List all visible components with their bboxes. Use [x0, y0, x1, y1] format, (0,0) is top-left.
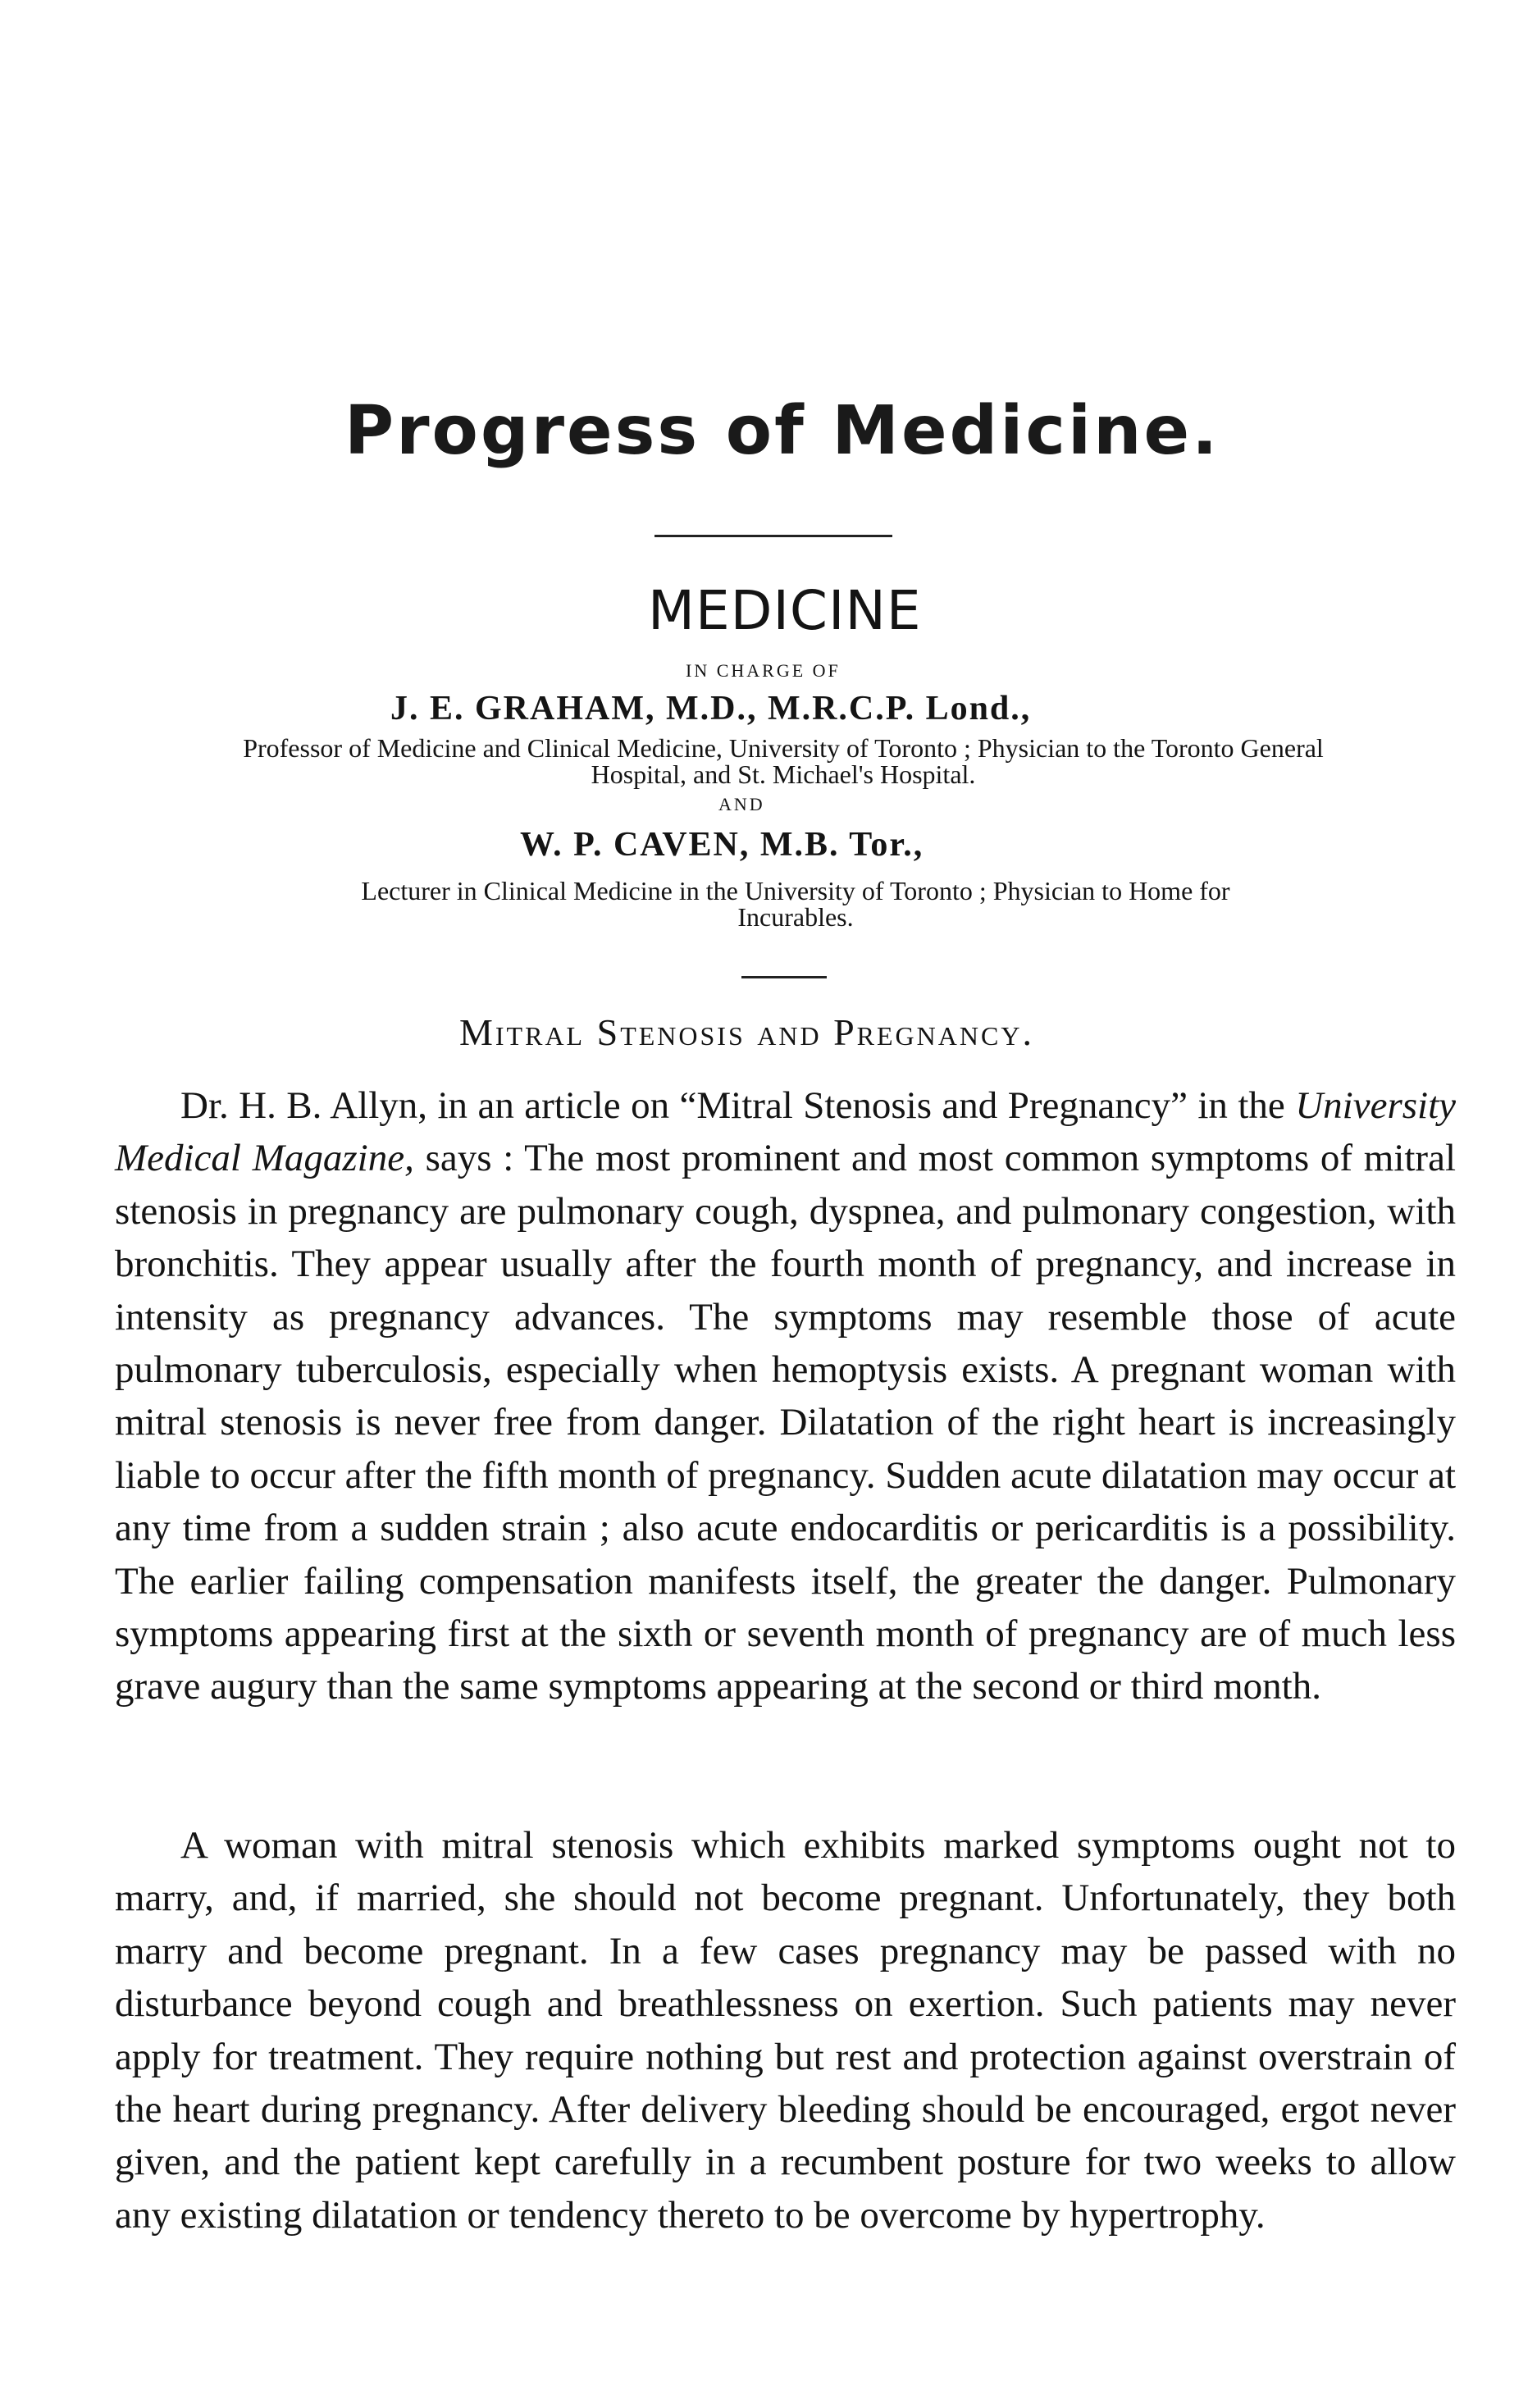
editor-credentials-caven: Lecturer in Clinical Medicine in the University of Toronto ; Physician to Home for Incurables. — [361, 876, 1230, 932]
paragraph-1-lead: Dr. H. B. Allyn, in an article on “Mitral Stenosis and Pregnancy” in the — [180, 1084, 1285, 1127]
article-paragraph-1 — [115, 1079, 1456, 1713]
in-charge-label: IN CHARGE OF — [686, 660, 841, 681]
editor-name-graham: J. E. GRAHAM, M.D., M.R.C.P. Lond., — [390, 690, 1032, 727]
article-title: Mitral Stenosis and Pregnancy. — [459, 1011, 1034, 1053]
title-divider — [654, 535, 892, 537]
article-paragraph-2 — [115, 1819, 1456, 2242]
section-title: MEDICINE — [648, 579, 922, 642]
section-divider — [741, 976, 827, 978]
editor-credentials-graham: Professor of Medicine and Clinical Medicine, University of Toronto ; Physician to the Toronto General Hospital, and St. Michael's Hospital. — [243, 733, 1324, 789]
journal-title: Progress of Medicine. — [344, 392, 1220, 470]
cited-journal: University Medical Magazine, — [115, 1084, 1456, 1180]
editor-name-caven: W. P. CAVEN, M.B. Tor., — [520, 826, 924, 864]
paragraph-2-body: A woman with mitral stenosis which exhibits marked symptoms ought not to marry, and, if married, she should not become pregnant. Unfortunately, they both marry and become pregnant. In a few cases pregnancy may be passed with no disturbance beyond cough and breathlessness on exertion. Such patients may never apply for treatment. They require nothing but rest and protection against overstrain of the heart during pregnancy. After delivery bleeding should be encouraged, ergot never given, and the patient kept carefully in a recumbent posture for two weeks to allow any existing dilatation or tendency thereto to be overcome by hypertrophy. — [115, 1824, 1456, 2237]
and-label: AND — [718, 794, 765, 814]
paragraph-1-body: says : The most prominent and most common symptoms of mitral stenosis in pregnancy are pulmonary cough, dyspnea, and pulmonary congestion, with bronchitis. They appear usually after the fourth month of pregnancy, and increase in intensity as pregnancy advances. The symptoms may resemble those of acute pulmonary tuberculosis, especially when hemoptysis exists. A pregnant woman with mitral stenosis is never free from danger. Dilatation of the right heart is increasingly liable to occur after the fifth month of pregnancy. Sudden acute dilatation may occur at any time from a sudden strain ; also acute endocarditis or pericarditis is a possibility. The earlier failing compensation manifests itself, the greater the danger. Pulmonary symptoms appearing first at the sixth or seventh month of pregnancy are of much less grave augury than the same symptoms appearing at the second or third month. — [115, 1137, 1456, 1708]
